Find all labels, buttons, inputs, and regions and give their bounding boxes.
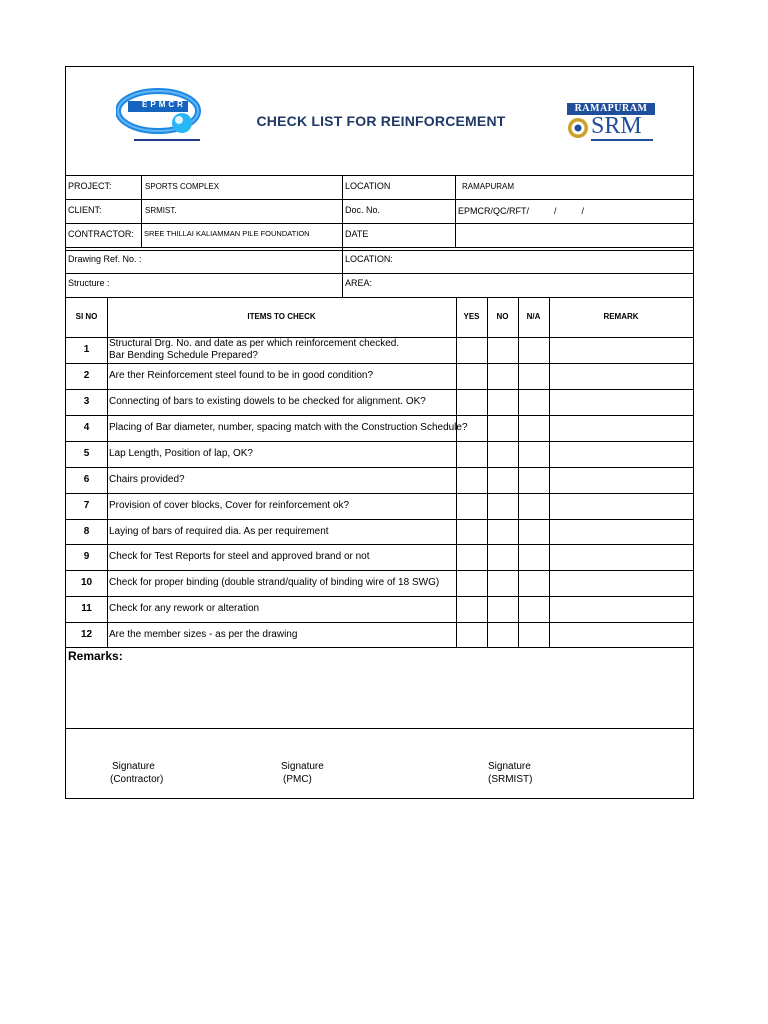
client-value: SRMIST. <box>145 206 177 215</box>
page-title: CHECK LIST FOR REINFORCEMENT <box>256 113 506 129</box>
signature-pmc <box>281 760 324 786</box>
row-item-text: Chairs provided? <box>109 474 185 485</box>
table-row <box>66 544 693 570</box>
row-item-text: Placing of Bar diameter, number, spacing match with the Construction Schedule? <box>109 422 468 433</box>
row-number: 6 <box>83 474 90 485</box>
table-row <box>66 570 693 596</box>
client-label: CLIENT: <box>68 205 102 215</box>
row-number: 11 <box>81 603 92 614</box>
srm-emblem-icon <box>567 117 589 139</box>
row-number: 8 <box>83 526 90 537</box>
row-item-text: Structural Drg. No. and date as per which reinforcement checked. <box>109 338 400 349</box>
table-row <box>66 337 693 363</box>
row-number: 4 <box>83 422 90 433</box>
row-number: 10 <box>80 577 93 588</box>
srm-logo-subline <box>591 139 653 141</box>
row-number: 7 <box>83 500 90 511</box>
col-header-na: N/A <box>526 312 541 321</box>
signature-label: Signature <box>281 761 324 772</box>
row-number: 12 <box>80 629 93 640</box>
location-2-label: LOCATION: <box>345 254 393 264</box>
signature-role: (SRMIST) <box>488 774 533 785</box>
contractor-value: SREE THILLAI KALIAMMAN PILE FOUNDATION <box>144 229 310 238</box>
checklist-sheet <box>65 66 694 799</box>
table-row <box>66 467 693 493</box>
project-label: PROJECT: <box>68 181 112 191</box>
row-item-text: Lap Length, Position of lap, OK? <box>109 448 253 459</box>
epmcr-logo-text: EPMCR <box>142 100 186 109</box>
signature-srmist <box>488 760 532 786</box>
row-item-text: Are ther Reinforcement steel found to be in good condition? <box>109 370 374 381</box>
table-row <box>66 596 693 622</box>
row-item-text: Laying of bars of required dia. As per requirement <box>109 526 329 537</box>
row-number: 3 <box>83 396 90 407</box>
drawing-ref-label: Drawing Ref. No. : <box>68 254 142 264</box>
table-row <box>66 441 693 467</box>
srm-logo <box>565 103 657 143</box>
row-number: 1 <box>83 344 90 355</box>
row-number: 2 <box>83 370 90 381</box>
srm-logo-banner: RAMAPURAM <box>567 103 655 115</box>
row-item-text: Check for any rework or alteration <box>109 603 260 614</box>
row-item-text: Are the member sizes - as per the drawing <box>109 629 298 640</box>
location-value: RAMAPURAM <box>462 182 515 191</box>
doc-no-label: Doc. No. <box>345 205 381 215</box>
table-row <box>66 622 693 647</box>
col-header-remark: REMARK <box>603 312 639 321</box>
remarks-label: Remarks: <box>68 649 123 663</box>
contractor-label: CONTRACTOR: <box>68 229 134 239</box>
project-value: SPORTS COMPLEX <box>145 182 220 191</box>
location-label: LOCATION <box>345 181 391 191</box>
signature-label: Signature <box>112 761 155 772</box>
table-row <box>66 363 693 389</box>
signature-label: Signature <box>488 761 531 772</box>
row-number: 5 <box>83 448 90 459</box>
row-number: 9 <box>83 551 90 562</box>
epmcr-logo <box>116 85 208 147</box>
row-item-text: Connecting of bars to existing dowels to be checked for alignment. OK? <box>109 396 426 407</box>
row-item-text: Provision of cover blocks, Cover for reinforcement ok? <box>109 500 350 511</box>
col-header-no: NO <box>496 312 509 321</box>
doc-no-value: EPMCR/QC/RFT/ / / <box>458 206 585 216</box>
signature-contractor <box>110 760 163 786</box>
signature-role: (PMC) <box>283 774 312 785</box>
table-row <box>66 493 693 519</box>
table-row <box>66 389 693 415</box>
signature-role: (Contractor) <box>110 774 164 785</box>
table-row <box>66 415 693 441</box>
srm-logo-text: SRM <box>591 113 642 139</box>
area-label: AREA: <box>345 278 373 288</box>
table-row <box>66 519 693 544</box>
date-label: DATE <box>345 229 369 239</box>
row-item-text: Check for proper binding (double strand/quality of binding wire of 18 SWG) <box>109 577 440 588</box>
structure-label: Structure : <box>68 278 110 288</box>
col-header-sino: SI NO <box>75 312 98 321</box>
col-header-items: ITEMS TO CHECK <box>247 312 316 321</box>
col-header-yes: YES <box>463 312 480 321</box>
row-item-text: Check for Test Reports for steel and approved brand or not <box>109 551 370 562</box>
row-item-text: Bar Bending Schedule Prepared? <box>109 350 258 361</box>
